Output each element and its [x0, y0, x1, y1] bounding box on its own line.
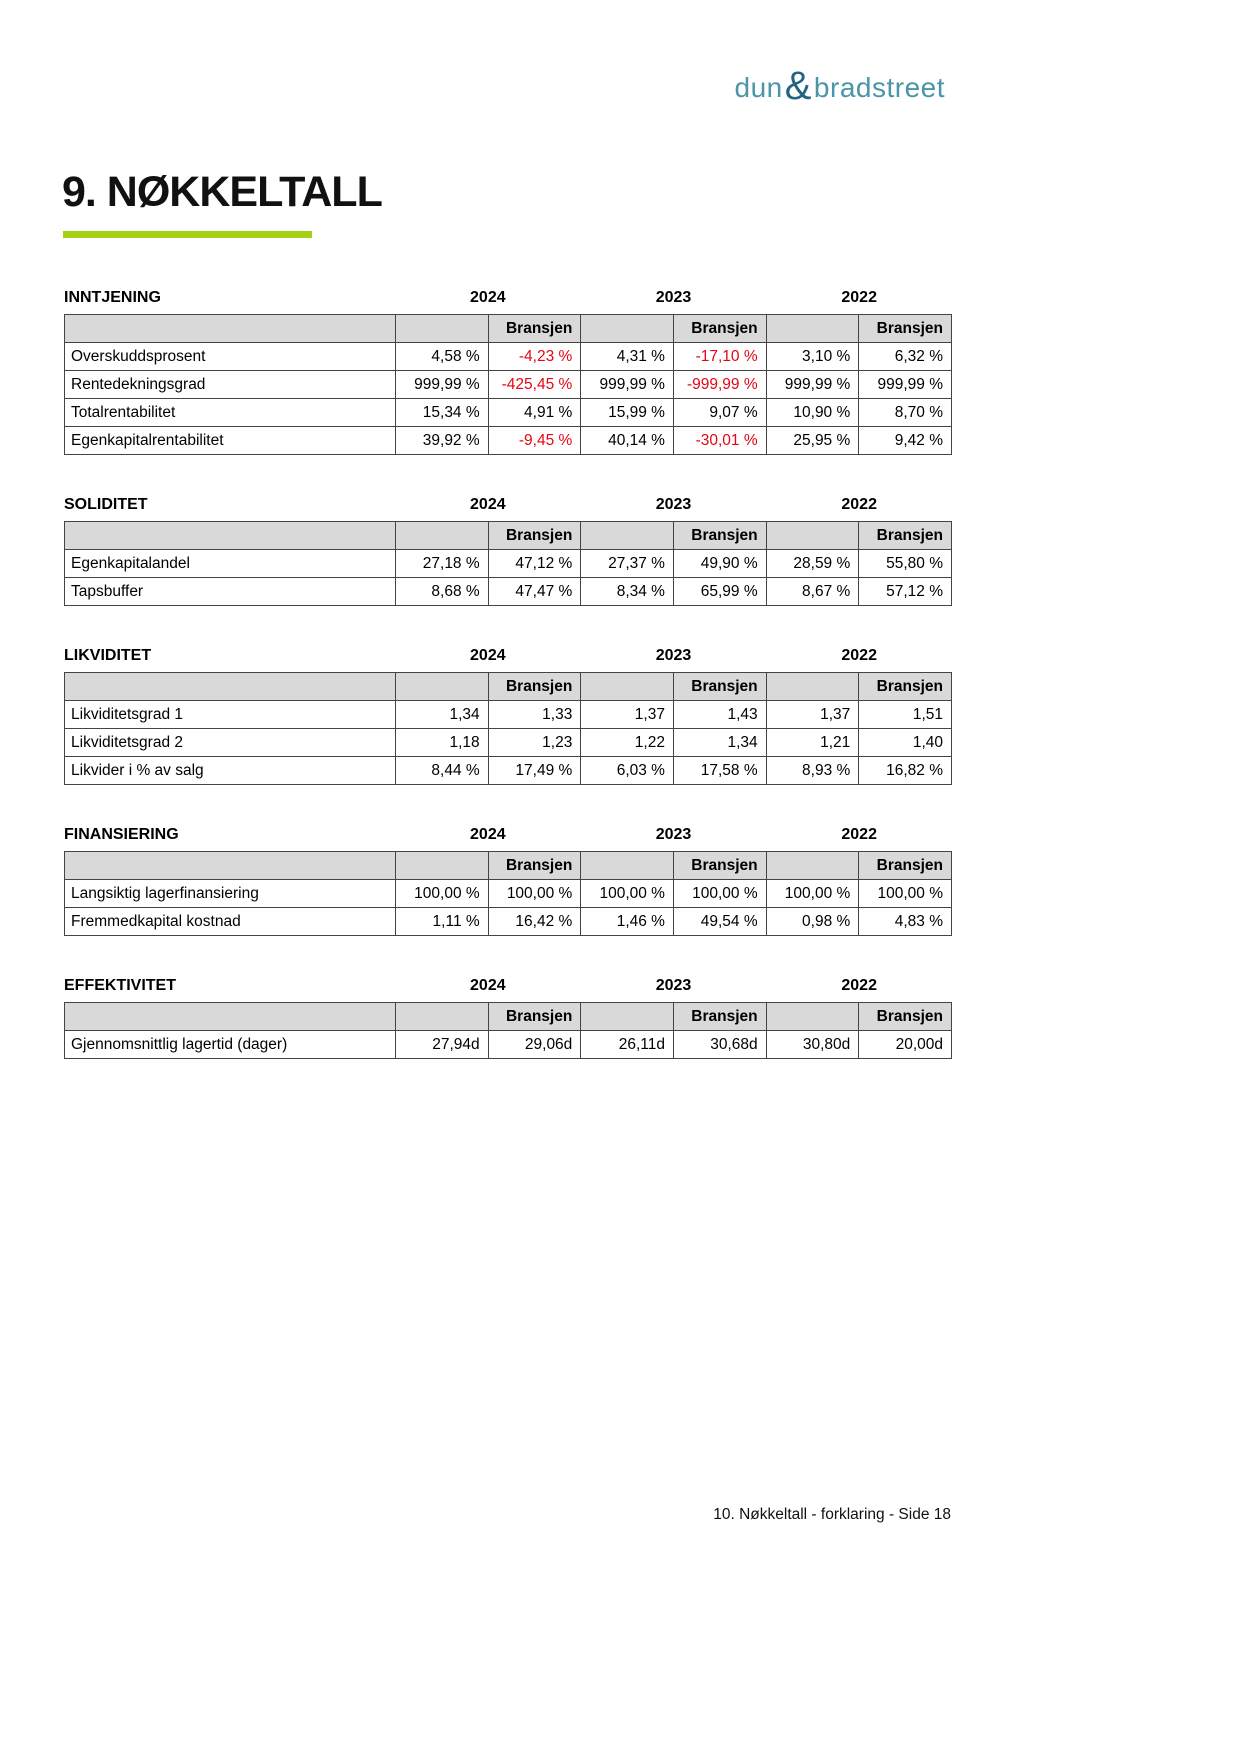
bransjen-value-cell: 6,32 % [859, 343, 952, 371]
page-footer: 10. Nøkkeltall - forklaring - Side 18 [713, 1506, 951, 1523]
company-value-cell: 1,18 [396, 729, 489, 757]
year-header-group [395, 825, 952, 845]
row-label: Likviditetsgrad 1 [65, 701, 396, 729]
bransjen-value-cell: 1,40 [859, 729, 952, 757]
bransjen-value-cell: 1,51 [859, 701, 952, 729]
bransjen-value-cell: -17,10 % [673, 343, 766, 371]
bransjen-value-cell: 49,54 % [673, 908, 766, 936]
year-header-group [395, 646, 952, 666]
company-value-cell: 8,68 % [396, 578, 489, 606]
bransjen-value-cell: 9,42 % [859, 427, 952, 455]
bransjen-header: Bransjen [859, 673, 952, 701]
table-row [65, 701, 952, 729]
tables-container [64, 288, 952, 1099]
company-value-cell: 3,10 % [766, 343, 859, 371]
header-year-value-cell [581, 852, 674, 880]
year-label: 2022 [841, 826, 877, 843]
header-year-value-cell [766, 673, 859, 701]
year-label: 2023 [655, 977, 692, 994]
logo-word-bradstreet: bradstreet [813, 72, 945, 103]
year-label: 2024 [470, 826, 506, 843]
company-value-cell: 4,58 % [396, 343, 489, 371]
logo-ampersand-icon: & [784, 64, 812, 108]
company-value-cell: 27,94d [396, 1031, 489, 1059]
table-header-row [65, 852, 952, 880]
company-value-cell: 27,18 % [396, 550, 489, 578]
bransjen-value-cell: 100,00 % [859, 880, 952, 908]
row-label: Likvider i % av salg [65, 757, 396, 785]
bransjen-header: Bransjen [673, 852, 766, 880]
year-label: 2023 [655, 826, 692, 843]
bransjen-value-cell: 47,47 % [488, 578, 581, 606]
bransjen-header: Bransjen [488, 315, 581, 343]
bransjen-header: Bransjen [673, 315, 766, 343]
company-value-cell: 39,92 % [396, 427, 489, 455]
bransjen-value-cell: -30,01 % [673, 427, 766, 455]
section-header-row [64, 288, 952, 308]
row-label: Egenkapitalrentabilitet [65, 427, 396, 455]
key-figures-table [64, 521, 952, 606]
company-value-cell: 999,99 % [396, 371, 489, 399]
row-label: Egenkapitalandel [65, 550, 396, 578]
section-title: FINANSIERING [64, 826, 179, 843]
company-value-cell: 6,03 % [581, 757, 674, 785]
bransjen-value-cell: 17,49 % [488, 757, 581, 785]
company-value-cell: 0,98 % [766, 908, 859, 936]
company-value-cell: 26,11d [581, 1031, 674, 1059]
section-effektivitet [64, 976, 952, 1059]
bransjen-value-cell: 4,83 % [859, 908, 952, 936]
bransjen-value-cell: 55,80 % [859, 550, 952, 578]
bransjen-header: Bransjen [488, 673, 581, 701]
row-label: Fremmedkapital kostnad [65, 908, 396, 936]
table-header-row [65, 1003, 952, 1031]
key-figures-table [64, 851, 952, 936]
table-row [65, 578, 952, 606]
table-row [65, 729, 952, 757]
section-header-row [64, 825, 952, 845]
bransjen-value-cell: 100,00 % [673, 880, 766, 908]
year-header-group [395, 495, 952, 515]
company-value-cell: 8,34 % [581, 578, 674, 606]
bransjen-value-cell: 16,82 % [859, 757, 952, 785]
bransjen-header: Bransjen [673, 522, 766, 550]
bransjen-value-cell: 4,91 % [488, 399, 581, 427]
bransjen-value-cell: 65,99 % [673, 578, 766, 606]
section-inntjening [64, 288, 952, 455]
section-soliditet [64, 495, 952, 606]
year-label: 2022 [841, 647, 877, 664]
company-value-cell: 28,59 % [766, 550, 859, 578]
company-value-cell: 999,99 % [766, 371, 859, 399]
year-header-group [395, 288, 952, 308]
year-label: 2024 [470, 647, 506, 664]
company-value-cell: 100,00 % [396, 880, 489, 908]
bransjen-value-cell: 17,58 % [673, 757, 766, 785]
bransjen-header: Bransjen [859, 522, 952, 550]
bransjen-value-cell: 100,00 % [488, 880, 581, 908]
bransjen-header: Bransjen [673, 1003, 766, 1031]
bransjen-header: Bransjen [859, 1003, 952, 1031]
bransjen-value-cell: 8,70 % [859, 399, 952, 427]
bransjen-value-cell: 1,43 [673, 701, 766, 729]
company-value-cell: 15,99 % [581, 399, 674, 427]
key-figures-table [64, 314, 952, 455]
company-value-cell: 1,21 [766, 729, 859, 757]
table-header-row [65, 673, 952, 701]
row-label: Gjennomsnittlig lagertid (dager) [65, 1031, 396, 1059]
section-finansiering [64, 825, 952, 936]
header-year-value-cell [766, 852, 859, 880]
key-figures-table [64, 672, 952, 785]
bransjen-value-cell: 9,07 % [673, 399, 766, 427]
bransjen-value-cell: 49,90 % [673, 550, 766, 578]
row-label: Overskuddsprosent [65, 343, 396, 371]
section-header-row [64, 495, 952, 515]
table-row [65, 880, 952, 908]
company-value-cell: 30,80d [766, 1031, 859, 1059]
bransjen-value-cell: -425,45 % [488, 371, 581, 399]
section-header-row [64, 976, 952, 996]
header-year-value-cell [766, 315, 859, 343]
bransjen-value-cell: -9,45 % [488, 427, 581, 455]
header-empty-cell [65, 673, 396, 701]
section-title: EFFEKTIVITET [64, 977, 176, 994]
company-value-cell: 8,67 % [766, 578, 859, 606]
company-value-cell: 4,31 % [581, 343, 674, 371]
row-label: Totalrentabilitet [65, 399, 396, 427]
table-row [65, 427, 952, 455]
bransjen-header: Bransjen [488, 852, 581, 880]
section-header-row [64, 646, 952, 666]
company-value-cell: 1,37 [766, 701, 859, 729]
row-label: Rentedekningsgrad [65, 371, 396, 399]
header-year-value-cell [766, 1003, 859, 1031]
company-value-cell: 1,46 % [581, 908, 674, 936]
bransjen-header: Bransjen [859, 315, 952, 343]
table-row [65, 371, 952, 399]
company-value-cell: 100,00 % [581, 880, 674, 908]
table-row [65, 757, 952, 785]
company-value-cell: 999,99 % [581, 371, 674, 399]
bransjen-value-cell: 30,68d [673, 1031, 766, 1059]
year-label: 2022 [841, 977, 877, 994]
header-year-value-cell [396, 315, 489, 343]
page-title: 9. NØKKELTALL [62, 168, 382, 216]
section-title: INNTJENING [64, 289, 161, 306]
year-label: 2024 [470, 289, 506, 306]
company-value-cell: 27,37 % [581, 550, 674, 578]
bransjen-value-cell: 20,00d [859, 1031, 952, 1059]
header-year-value-cell [581, 522, 674, 550]
company-value-cell: 10,90 % [766, 399, 859, 427]
bransjen-value-cell: 29,06d [488, 1031, 581, 1059]
header-year-value-cell [581, 673, 674, 701]
row-label: Langsiktig lagerfinansiering [65, 880, 396, 908]
header-year-value-cell [766, 522, 859, 550]
table-row [65, 343, 952, 371]
header-empty-cell [65, 315, 396, 343]
year-label: 2023 [655, 496, 692, 513]
header-year-value-cell [396, 522, 489, 550]
header-year-value-cell [396, 1003, 489, 1031]
section-likviditet [64, 646, 952, 785]
title-accent-bar [63, 231, 312, 238]
table-header-row [65, 315, 952, 343]
year-header-group [395, 976, 952, 996]
header-year-value-cell [396, 673, 489, 701]
year-label: 2024 [470, 496, 506, 513]
company-value-cell: 8,93 % [766, 757, 859, 785]
table-row [65, 550, 952, 578]
bransjen-value-cell: 999,99 % [859, 371, 952, 399]
company-value-cell: 1,22 [581, 729, 674, 757]
bransjen-value-cell: 1,33 [488, 701, 581, 729]
bransjen-value-cell: 16,42 % [488, 908, 581, 936]
section-title: SOLIDITET [64, 496, 148, 513]
table-row [65, 399, 952, 427]
bransjen-value-cell: -4,23 % [488, 343, 581, 371]
company-value-cell: 25,95 % [766, 427, 859, 455]
year-label: 2022 [841, 496, 877, 513]
company-value-cell: 100,00 % [766, 880, 859, 908]
company-value-cell: 15,34 % [396, 399, 489, 427]
bransjen-value-cell: 47,12 % [488, 550, 581, 578]
bransjen-value-cell: -999,99 % [673, 371, 766, 399]
header-empty-cell [65, 522, 396, 550]
row-label: Tapsbuffer [65, 578, 396, 606]
header-empty-cell [65, 1003, 396, 1031]
table-row [65, 908, 952, 936]
company-value-cell: 1,34 [396, 701, 489, 729]
bransjen-header: Bransjen [673, 673, 766, 701]
dnb-logo [734, 64, 945, 108]
bransjen-header: Bransjen [488, 1003, 581, 1031]
table-row [65, 1031, 952, 1059]
year-label: 2022 [841, 289, 877, 306]
company-value-cell: 1,11 % [396, 908, 489, 936]
section-title: LIKVIDITET [64, 647, 152, 664]
company-value-cell: 40,14 % [581, 427, 674, 455]
header-year-value-cell [581, 315, 674, 343]
logo-word-dun: dun [734, 72, 783, 103]
header-empty-cell [65, 852, 396, 880]
year-label: 2024 [470, 977, 506, 994]
header-year-value-cell [581, 1003, 674, 1031]
header-year-value-cell [396, 852, 489, 880]
bransjen-value-cell: 57,12 % [859, 578, 952, 606]
year-label: 2023 [655, 647, 692, 664]
bransjen-value-cell: 1,34 [673, 729, 766, 757]
bransjen-value-cell: 1,23 [488, 729, 581, 757]
row-label: Likviditetsgrad 2 [65, 729, 396, 757]
company-value-cell: 8,44 % [396, 757, 489, 785]
bransjen-header: Bransjen [488, 522, 581, 550]
company-value-cell: 1,37 [581, 701, 674, 729]
year-label: 2023 [655, 289, 692, 306]
key-figures-table [64, 1002, 952, 1059]
table-header-row [65, 522, 952, 550]
bransjen-header: Bransjen [859, 852, 952, 880]
